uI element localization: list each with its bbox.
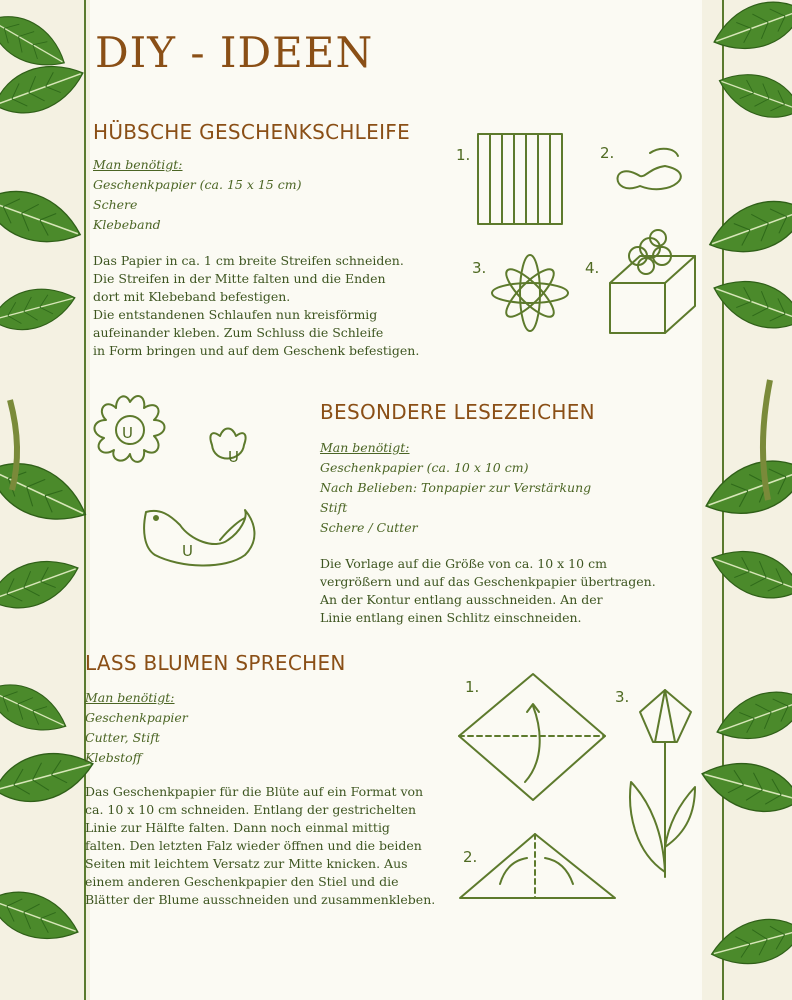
- text-line: Linie entlang einen Schlitz einschneiden.: [320, 610, 582, 625]
- material-item: Stift: [320, 500, 348, 515]
- step-number: 2.: [600, 144, 615, 162]
- text-line: dort mit Klebeband befestigen.: [93, 289, 291, 304]
- tulip-illustration: [630, 690, 695, 877]
- materials-label: Man benötigt:: [320, 440, 410, 455]
- instructions-text: [93, 252, 419, 360]
- step-number: 4.: [585, 259, 600, 277]
- gift-box-illustration: [610, 230, 695, 333]
- materials-label: Man benötigt:: [93, 157, 183, 172]
- text-line: Das Geschenkpapier für die Blüte auf ein Format von: [85, 784, 424, 799]
- text-line: Die Streifen in der Mitte falten und die Enden: [93, 271, 386, 286]
- step-number: 3.: [615, 688, 630, 706]
- star-loops-illustration: [492, 255, 568, 331]
- instructions-text: [85, 783, 435, 909]
- text-line: einem anderen Geschenkpapier den Stiel und die: [85, 874, 399, 889]
- material-item: Schere / Cutter: [320, 520, 418, 535]
- step-number: 1.: [456, 146, 471, 164]
- triangle-fold-illustration: [460, 834, 615, 898]
- material-item: Cutter, Stift: [85, 730, 160, 745]
- template-letter: U: [182, 542, 193, 560]
- paper-strips-illustration: [478, 134, 562, 224]
- material-item: Klebeband: [93, 217, 161, 232]
- material-item: Nach Belieben: Tonpapier zur Verstärkung: [320, 480, 592, 495]
- step-number: 2.: [463, 848, 478, 866]
- bookmark-templates-diagram: [80, 390, 300, 590]
- text-line: Das Papier in ca. 1 cm breite Streifen schneiden.: [93, 253, 404, 268]
- step-number: 1.: [465, 678, 480, 696]
- bow-steps-diagram: [450, 128, 720, 343]
- folded-loop-illustration: [618, 149, 681, 189]
- material-item: Geschenkpapier: [85, 710, 188, 725]
- text-line: Linie zur Hälfte falten. Dann noch einmal mittig: [85, 820, 390, 835]
- text-line: Die Vorlage auf die Größe von ca. 10 x 10 cm: [320, 556, 607, 571]
- text-line: falten. Den letzten Falz wieder öffnen und die beiden: [85, 838, 422, 853]
- text-line: in Form bringen und auf dem Geschenk befestigen.: [93, 343, 420, 358]
- text-line: An der Kontur entlang ausschneiden. An der: [320, 592, 603, 607]
- step-number: 3.: [472, 259, 487, 277]
- bird-bookmark-template: [144, 510, 254, 566]
- text-line: aufeinander kleben. Zum Schluss die Schleife: [93, 325, 384, 340]
- flower-folding-diagram: [455, 672, 720, 912]
- materials-list: [85, 688, 188, 768]
- text-line: ca. 10 x 10 cm schneiden. Entlang der gestrichelten: [85, 802, 417, 817]
- text-line: vergrößern und auf das Geschenkpapier übertragen.: [320, 574, 656, 589]
- material-item: Schere: [93, 197, 138, 212]
- material-item: Klebstoff: [85, 750, 142, 765]
- text-line: Die entstandenen Schlaufen nun kreisförmig: [93, 307, 378, 322]
- section-heading-geschenkschleife: HÜBSCHE GESCHENKSCHLEIFE: [93, 120, 411, 144]
- template-letter: U: [122, 424, 133, 442]
- square-fold-illustration: [459, 674, 605, 800]
- section-heading-lesezeichen: BESONDERE LESEZEICHEN: [320, 400, 595, 424]
- text-line: Seiten mit leichtem Versatz zur Mitte knicken. Aus: [85, 856, 408, 871]
- instructions-text: [320, 555, 656, 627]
- template-letter: U: [228, 448, 239, 466]
- materials-label: Man benötigt:: [85, 690, 175, 705]
- material-item: Geschenkpapier (ca. 15 x 15 cm): [93, 177, 302, 192]
- materials-list: [93, 155, 301, 235]
- section-heading-blumen: LASS BLUMEN SPRECHEN: [85, 651, 346, 675]
- materials-list: [320, 438, 591, 538]
- page-title: DIY - IDEEN: [95, 28, 374, 77]
- material-item: Geschenkpapier (ca. 10 x 10 cm): [320, 460, 529, 475]
- text-line: Blätter der Blume ausschneiden und zusammenkleben.: [85, 892, 436, 907]
